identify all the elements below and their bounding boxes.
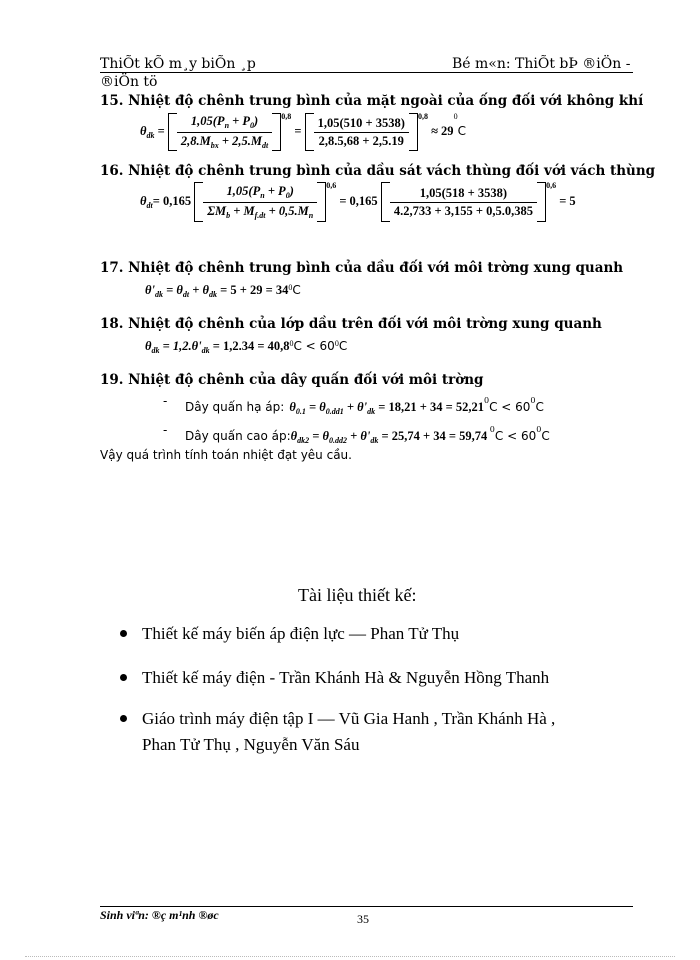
item-18-title: 18. Nhiệt độ chênh của lớp dầu trên đối với môi trờng xung quanh	[100, 316, 602, 332]
bullet-1	[120, 630, 127, 637]
item-19-title: 19. Nhiệt độ chênh của dây quấn đối với môi trờng	[100, 372, 484, 388]
reference-3: Giáo trình máy điện tập I — Vũ Gia Hanh , Trần Khánh Hà ,	[142, 709, 556, 728]
footer-student: Sinh viªn: ®ç m¹nh ®øc	[100, 908, 219, 922]
references-title: Tài liệu thiết kế:	[298, 585, 417, 605]
equation-16: $\theta_{dt}= 0,165$ $\frac{1,05(P_n + P_0)}{\Sigma M_b + M_{f.dt} + 0,5.M_n}$ $^{0,6}$ = 0,165 $\frac{1,05(518 + 3538)}{4.2,733 + 3,155 + 0,5.0,385}$ $^{0,6}$ = 5	[140, 182, 576, 222]
dash-1: -	[163, 394, 168, 408]
reference-1: Thiết kế máy biến áp điện lực — Phan Tử Thụ	[142, 624, 460, 643]
footer-rule	[100, 906, 633, 907]
item-17-title: 17. Nhiệt độ chênh trung bình của dầu đối với môi trờng xung quanh	[100, 260, 624, 276]
header-rule	[100, 72, 633, 73]
equation-19-high: Dây quấn cao $áp:\theta_{dk2} = \theta_{0.dd2} + \theta'_{dk} = 25,74 + 34 = 59,74$ $^0C < 60^0C$	[185, 425, 550, 445]
equation-19-low: Dây quấn hạ áp: $\theta_{0.1} = \theta_{0.dd1} + \theta'_{dk} = 18,21 + 34 = 52,21^0C < 60^0C$	[185, 396, 544, 416]
equation-17: $\theta'_{dk} = \theta_{dt} + \theta_{dk} = 5 + 29 = 34^0C$	[145, 283, 301, 299]
equation-18: $\theta_{dk} = 1,2.\theta'_{dk} = 1,2.34 = 40,8^0C < 60^0C$	[145, 339, 348, 355]
page-edge	[25, 956, 675, 957]
header-left: ThiÕt kÕ m¸y biÕn ¸p	[100, 56, 256, 72]
conclusion: Vậy quá trình tính toán nhiệt đạt yêu cầu.	[100, 448, 352, 462]
bullet-2	[120, 674, 127, 681]
page-number: 35	[357, 912, 369, 926]
reference-3-cont: Phan Tử Thụ , Nguyễn Văn Sáu	[142, 735, 360, 754]
item-15-title: 15. Nhiệt độ chênh trung bình của mặt ngoài của ống đối với không khí	[100, 93, 644, 109]
dash-2: -	[163, 423, 168, 437]
bullet-3	[120, 715, 127, 722]
reference-2: Thiết kế máy điện - Trần Khánh Hà & Nguyễn Hồng Thanh	[142, 668, 550, 687]
equation-15: $\theta_{dk}$ = $\frac{1,05(P_n + P_0)}{2,8.M_{bx} + 2,5.M_{dt}}$ $^{0,8}$ = $\frac{1,05(510 + 3538)}{2,8.5,68 + 2,5.19}$ $^{0,8} \approx 29^0C$	[140, 112, 466, 150]
item-16-title: 16. Nhiệt độ chênh trung bình của dầu sát vách thùng đối với vách thùng	[100, 163, 656, 179]
header-right-cont: ®iÖn tö	[100, 74, 158, 90]
header-right: Bé m«n: ThiÕt bÞ ®iÖn -	[452, 56, 631, 72]
